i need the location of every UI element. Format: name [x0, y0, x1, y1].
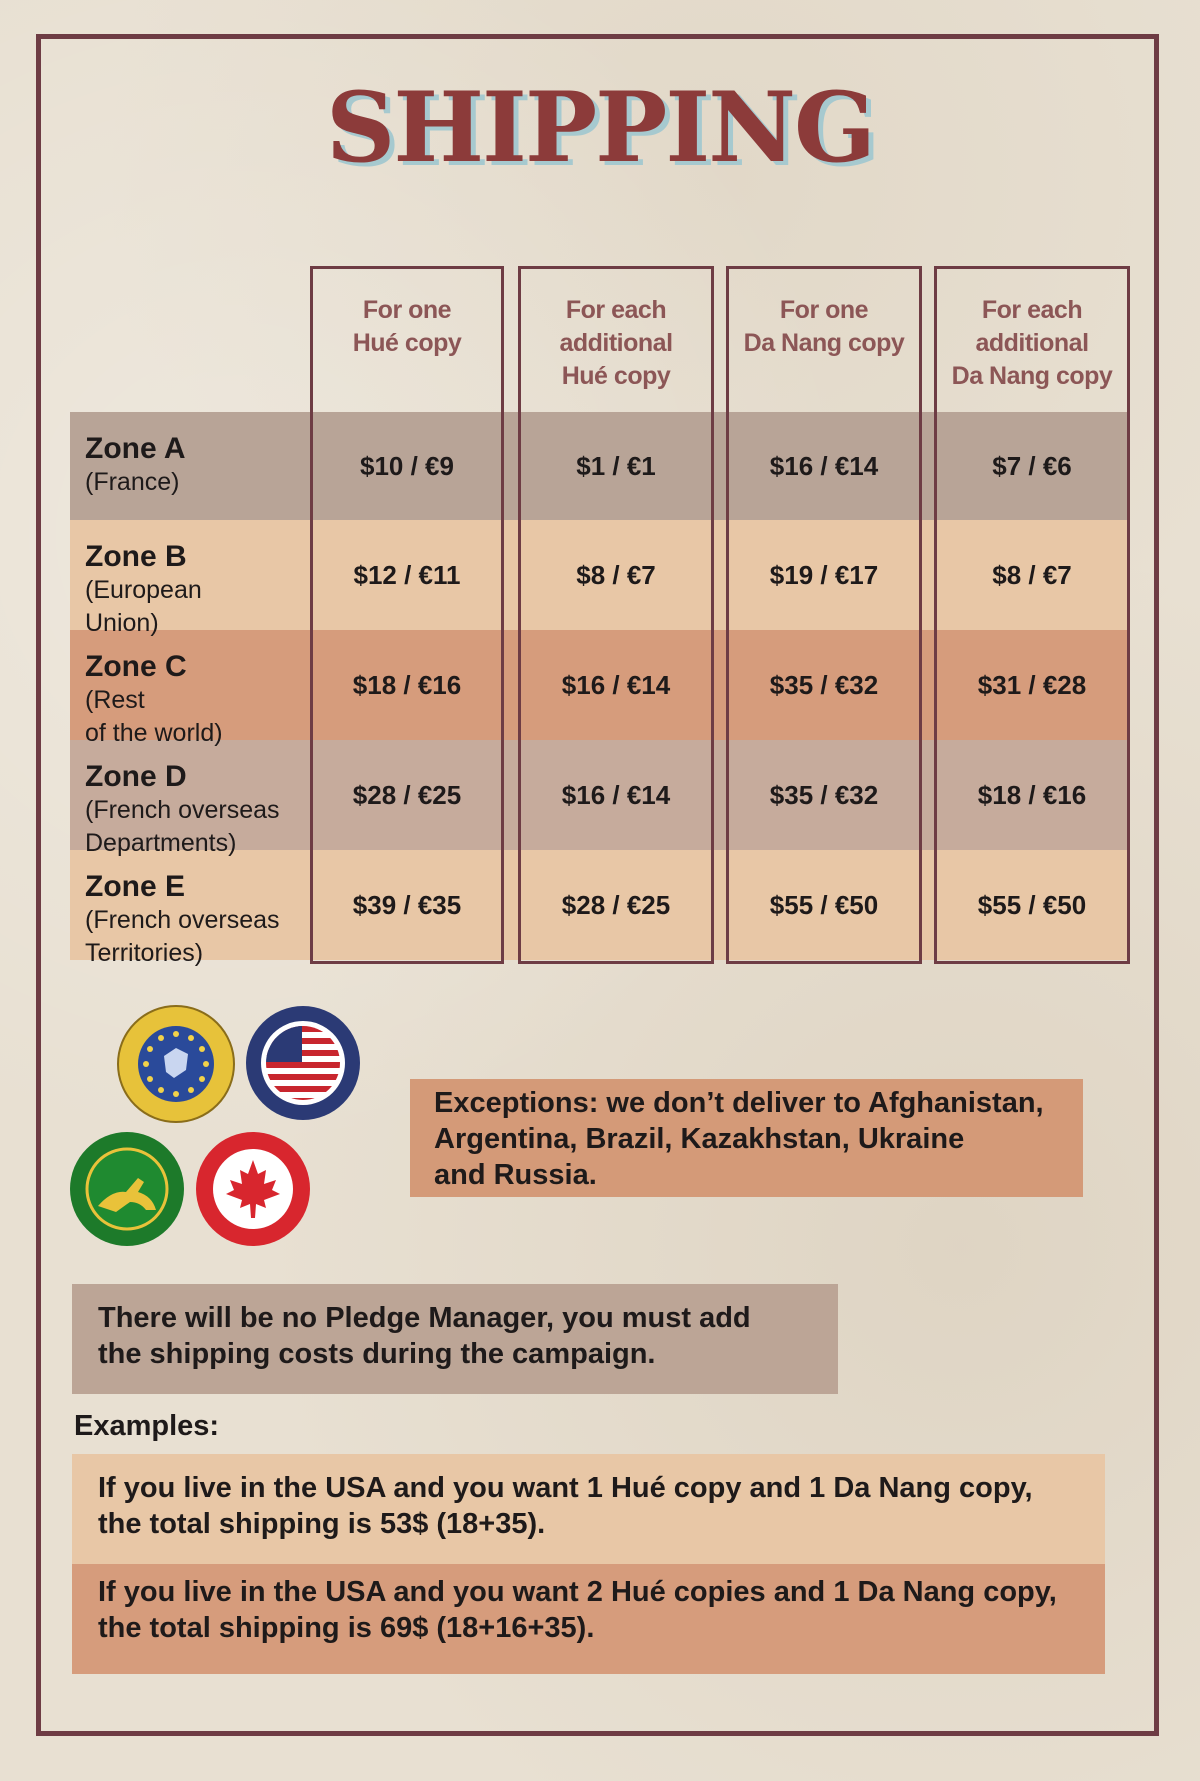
zone-label: [85, 540, 202, 640]
price-cell: $12 / €11: [353, 560, 461, 590]
column-header-danang-additional: For each additional Da Nang copy: [951, 296, 1113, 390]
zone-name: Zone D: [85, 760, 187, 793]
price-cell: $18 / €16: [352, 670, 462, 700]
price-cell: $35 / €32: [769, 780, 879, 810]
zone-description: (Rest of the world): [85, 686, 223, 747]
zone-description: (France): [85, 468, 180, 496]
column-header-hue-additional: For each additional Hué copy: [559, 296, 673, 390]
price-cell: $7 / €6: [992, 451, 1072, 481]
example-2: If you live in the USA and you want 2 Hué copies and 1 Da Nang copy, the total shipping is 69$ (18+16+35).: [72, 1564, 1105, 1674]
eu-friendly-badge-icon: [116, 1004, 236, 1124]
us-friendly-badge-icon: [244, 1004, 362, 1122]
zone-name: Zone B: [85, 540, 187, 573]
australia-friendly-badge-icon: [68, 1130, 186, 1248]
example-1: If you live in the USA and you want 1 Hué copy and 1 Da Nang copy, the total shipping is 53$ (18+35).: [72, 1454, 1105, 1564]
price-cell: $16 / €14: [561, 670, 671, 700]
exceptions-note: Exceptions: we don’t deliver to Afghanistan, Argentina, Brazil, Kazakhstan, Ukraine and Russia.: [410, 1079, 1083, 1197]
examples-label: Examples:: [74, 1410, 220, 1442]
column-box-hue-one: [310, 266, 504, 964]
zone-name: Zone C: [85, 650, 187, 683]
canada-friendly-badge-icon: [194, 1130, 312, 1248]
price-cell: $39 / €35: [352, 890, 462, 920]
price-cell: $8 / €7: [992, 560, 1072, 590]
price-cell: $28 / €25: [352, 780, 462, 810]
price-cell: $10 / €9: [360, 451, 454, 481]
zone-name: Zone A: [85, 432, 186, 465]
price-cell: $35 / €32: [769, 670, 879, 700]
pledge-manager-note: There will be no Pledge Manager, you must add the shipping costs during the campaign.: [72, 1284, 838, 1394]
zone-description: (French overseas Departments): [85, 796, 280, 857]
zone-name: Zone E: [85, 870, 186, 903]
price-cell: $8 / €7: [576, 560, 656, 590]
zone-label: [85, 760, 280, 860]
price-cell: $19 / €17: [769, 560, 879, 590]
zone-description: (European Union): [85, 576, 202, 637]
zone-description: (French overseas Territories): [85, 906, 280, 967]
column-box-danang-one: [726, 266, 922, 964]
price-cell: $16 / €14: [769, 451, 879, 481]
price-cell: $55 / €50: [769, 890, 879, 920]
zone-label: [85, 870, 280, 970]
zone-label: [85, 650, 223, 750]
price-cell: $1 / €1: [576, 451, 656, 481]
price-cell: $55 / €50: [977, 890, 1087, 920]
page-title: SHIPPING: [326, 71, 874, 184]
column-header-hue-one: For one Hué copy: [352, 296, 462, 357]
zone-label: [85, 432, 186, 499]
price-cell: $31 / €28: [977, 670, 1087, 700]
column-header-danang-one: For one Da Nang copy: [743, 296, 905, 357]
price-cell: $28 / €25: [561, 890, 671, 920]
price-cell: $16 / €14: [561, 780, 671, 810]
price-cell: $18 / €16: [977, 780, 1087, 810]
